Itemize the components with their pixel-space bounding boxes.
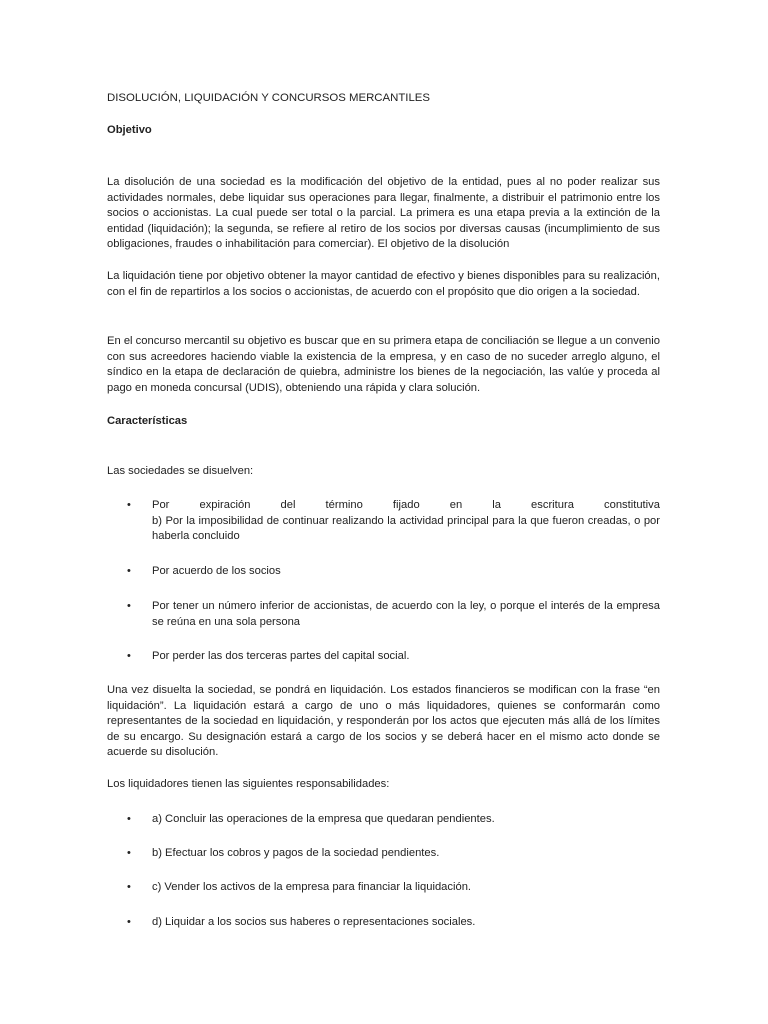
word: escritura — [531, 499, 574, 511]
paragraph-responsabilidades-intro: Los liquidadores tienen las siguientes responsabilidades: — [107, 778, 390, 790]
section-heading-caracteristicas: Características — [107, 415, 188, 427]
word: la — [492, 499, 501, 511]
list-item-continuation: b) Por la imposibilidad de continuar realizando la actividad principal para la que fueron creadas, o por haberla concluido — [152, 514, 660, 543]
word: expiración — [199, 499, 251, 511]
word: constitutiva — [604, 499, 660, 511]
list-item-text: a) Concluir las operaciones de la empresa que quedaran pendientes. — [152, 813, 495, 825]
list-item-text — [152, 498, 660, 545]
list-item-text: Por acuerdo de los socios — [152, 565, 281, 577]
paragraph-concurso-mercantil: En el concurso mercantil su objetivo es buscar que en su primera etapa de conciliación se llegue a un convenio con sus acreedores haciendo viable la existencia de la empresa, y en caso de no suceder arreglo alguno, el síndico en la etapa de declaración de quiebra, administre los bienes de la negociación, las valúe y proceda al pago en moneda concursal (UDIS), obteniendo una rápida y clara solución. — [107, 335, 660, 394]
word: en — [449, 499, 463, 511]
bullet-icon: • — [127, 916, 131, 928]
spread-line — [152, 498, 660, 514]
list-item-text: Por tener un número inferior de accionistas, de acuerdo con la ley, o porque el interés de la empresa se reúna en una sola persona — [152, 600, 660, 628]
list-item-text: c) Vender los activos de la empresa para financiar la liquidación. — [152, 881, 472, 893]
paragraph-sociedades-disuelven: Las sociedades se disuelven: — [107, 465, 254, 477]
bullet-icon: • — [127, 881, 131, 893]
paragraph-liquidacion: La liquidación tiene por objetivo obtener la mayor cantidad de efectivo y bienes disponibles para su realización, con el fin de repartirlos a los socios o accionistas, de acuerdo con el propósito que dio origen a la sociedad. — [107, 270, 660, 298]
bullet-icon: • — [127, 650, 131, 662]
word: Por — [152, 499, 170, 511]
list-item-text: b) Efectuar los cobros y pagos de la sociedad pendientes. — [152, 847, 440, 859]
bullet-icon: • — [127, 847, 131, 859]
word: término — [325, 499, 363, 511]
bullet-icon: • — [127, 813, 131, 825]
word: del — [280, 499, 296, 511]
word: fijado — [392, 499, 420, 511]
section-heading-objetivo: Objetivo — [107, 124, 152, 136]
document-title: DISOLUCIÓN, LIQUIDACIÓN Y CONCURSOS MERCANTILES — [107, 92, 431, 104]
paragraph-disolucion: La disolución de una sociedad es la modificación del objetivo de la entidad, pues al no poder realizar sus actividades normales, debe liquidar sus operaciones para llegar, finalmente, a distribuir el patrimonio entre los socios o accionistas. La cual puede ser total o la parcial. La primera es una etapa previa a la extinción de la entidad (liquidación); la segunda, se refiere al retiro de los socios por diversas causas (incumplimiento de sus obligaciones, fraudes o inhabilitación para comerciar). El objetivo de la disolución — [107, 176, 660, 251]
paragraph-liquidacion-proceso: Una vez disuelta la sociedad, se pondrá en liquidación. Los estados financieros se modifican con la frase “en liquidación”. La liquidación estará a cargo de uno o más liquidadores, quienes se conformarán como representantes de la sociedad en liquidación, y responderán por los actos que ejecuten más allá de los límites de su encargo. Su designación estará a cargo de los socios y se deberá hacer en el mismo acto donde se acuerde su disolución. — [107, 684, 660, 759]
list-item-text: d) Liquidar a los socios sus haberes o representaciones sociales. — [152, 916, 476, 928]
bullet-icon: • — [127, 499, 131, 511]
bullet-icon: • — [127, 600, 131, 612]
bullet-icon: • — [127, 565, 131, 577]
list-item-text: Por perder las dos terceras partes del capital social. — [152, 650, 410, 662]
